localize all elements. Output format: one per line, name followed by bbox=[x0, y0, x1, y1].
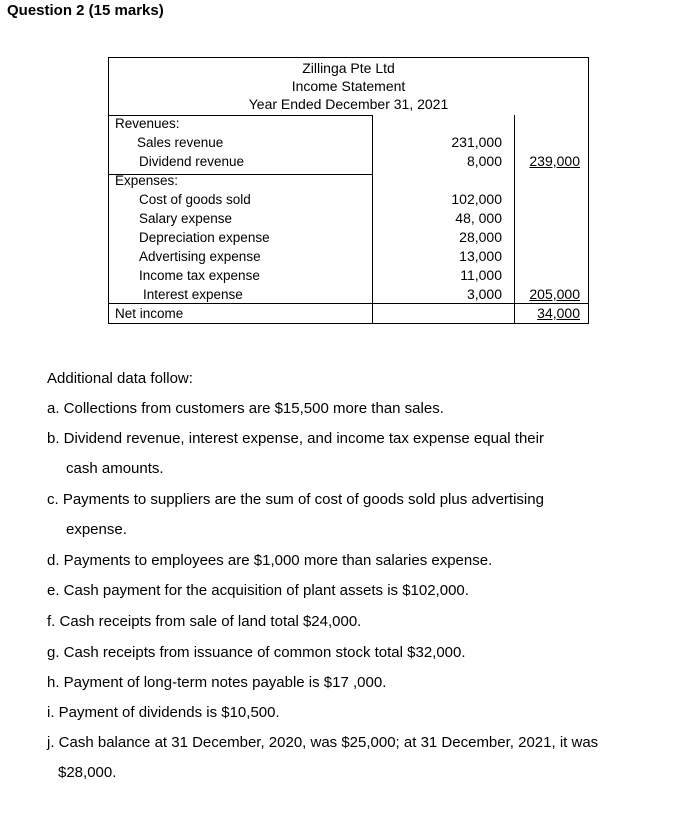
row-total: 239,000 bbox=[529, 153, 580, 169]
row-label: Depreciation expense bbox=[139, 230, 270, 245]
row-amount: 231,000 bbox=[451, 134, 502, 150]
table-row bbox=[109, 133, 588, 152]
row-label: Dividend revenue bbox=[139, 154, 245, 169]
income-statement-table bbox=[108, 57, 589, 324]
data-item-h: h. Payment of long-term notes payable is $17 ,000. bbox=[47, 674, 387, 691]
statement-period: Year Ended December 31, 2021 bbox=[248, 96, 449, 112]
data-item-f: f. Cash receipts from sale of land total $24,000. bbox=[47, 613, 362, 630]
table-row bbox=[109, 247, 588, 266]
statement-name: Income Statement bbox=[291, 78, 406, 94]
data-item-c-cont: expense. bbox=[66, 521, 127, 538]
data-item-j-cont: $28,000. bbox=[58, 764, 117, 781]
row-label: Income tax expense bbox=[139, 268, 260, 283]
row-label: Advertising expense bbox=[139, 249, 261, 264]
data-item-a: a. Collections from customers are $15,500 more than sales. bbox=[47, 400, 444, 417]
table-row bbox=[109, 209, 588, 228]
data-item-g: g. Cash receipts from issuance of common stock total $32,000. bbox=[47, 644, 466, 661]
data-item-e: e. Cash payment for the acquisition of plant assets is $102,000. bbox=[47, 582, 469, 599]
row-amount: 102,000 bbox=[451, 191, 502, 207]
data-item-b: b. Dividend revenue, interest expense, and income tax expense equal their bbox=[47, 430, 544, 447]
table-row bbox=[109, 190, 588, 209]
data-item-j: j. Cash balance at 31 December, 2020, was $25,000; at 31 December, 2021, it was bbox=[47, 734, 599, 751]
row-amount: 3,000 bbox=[466, 286, 502, 302]
table-row bbox=[109, 152, 588, 171]
row-label: Cost of goods sold bbox=[139, 192, 251, 207]
table-row bbox=[109, 266, 588, 285]
row-total: 205,000 bbox=[529, 286, 580, 302]
net-income-row bbox=[109, 304, 588, 323]
net-income-label: Net income bbox=[115, 306, 184, 321]
row-label: Interest expense bbox=[143, 287, 243, 302]
revenues-heading-row bbox=[109, 114, 588, 133]
data-item-d: d. Payments to employees are $1,000 more than salaries expense. bbox=[47, 552, 493, 569]
table-row bbox=[109, 228, 588, 247]
expenses-heading-row bbox=[109, 171, 588, 190]
row-amount: 28,000 bbox=[459, 229, 502, 245]
expenses-heading: Expenses: bbox=[115, 173, 179, 188]
row-amount: 8,000 bbox=[466, 153, 502, 169]
additional-intro: Additional data follow: bbox=[47, 370, 193, 387]
question-title: Question 2 (15 marks) bbox=[7, 2, 164, 19]
net-income-amount: 34,000 bbox=[537, 305, 580, 321]
data-item-c: c. Payments to suppliers are the sum of cost of goods sold plus advertising bbox=[47, 491, 544, 508]
table-row bbox=[109, 285, 588, 304]
data-item-b-cont: cash amounts. bbox=[66, 460, 164, 477]
company-name: Zillinga Pte Ltd bbox=[302, 60, 395, 76]
row-amount: 48, 000 bbox=[455, 210, 502, 226]
row-label: Sales revenue bbox=[137, 135, 224, 150]
row-amount: 13,000 bbox=[459, 248, 502, 264]
revenues-heading: Revenues: bbox=[115, 116, 180, 131]
row-label: Salary expense bbox=[139, 211, 233, 226]
data-item-i: i. Payment of dividends is $10,500. bbox=[47, 704, 280, 721]
row-amount: 11,000 bbox=[460, 267, 502, 283]
